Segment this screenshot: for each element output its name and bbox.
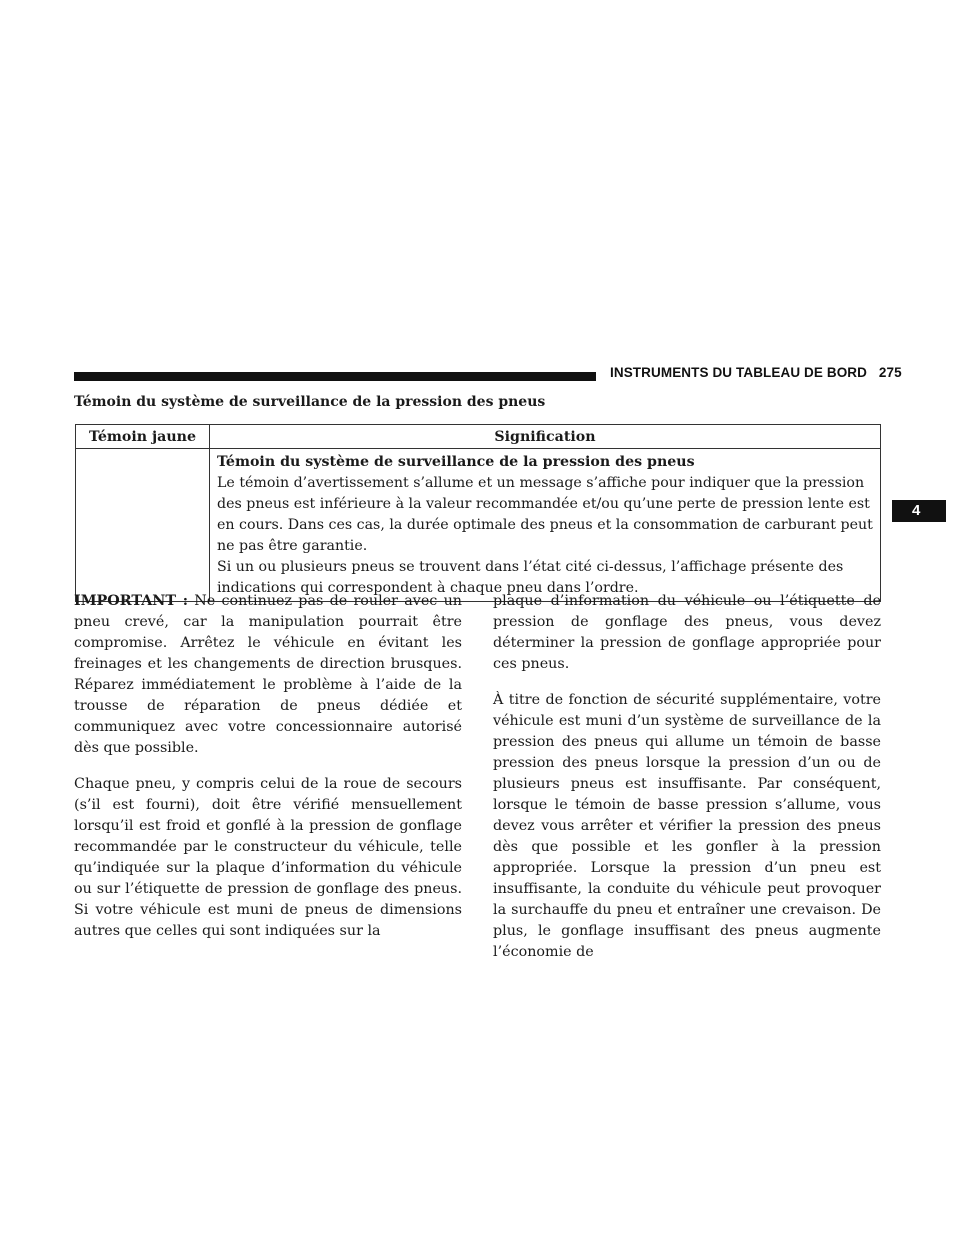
section-title: Témoin du système de surveillance de la pression des pneus	[74, 394, 546, 410]
body-paragraph: Chaque pneu, y compris celui de la roue de secours (s’il est fourni), doit être vérifié mensuellement lorsqu’il est froid et gonflé à la pression de gonflage recommandée par le constructeur du véhicule, telle qu’indiquée sur la plaque d’information du véhicule ou sur l’étiquette de pression de gonflage des pneus. Si votre véhicule est muni de pneus de dimensions autres que celles qui sont indiquées sur la	[74, 776, 462, 939]
text-column-left	[74, 591, 462, 957]
running-header-title: INSTRUMENTS DU TABLEAU DE BORD	[610, 365, 867, 380]
table-cell-paragraph: Si un ou plusieurs pneus se trouvent dans l’état cité ci-dessus, l’affichage présente des indications qui correspondent à chaque pneu dans l’ordre.	[217, 559, 844, 596]
page-number: 275	[878, 365, 902, 380]
signal-table-grid	[75, 424, 881, 602]
table-cell-title: Témoin du système de surveillance de la pression des pneus	[217, 454, 695, 470]
important-text: Ne continuez pas de rouler avec un pneu crevé, car la manipulation pourrait être compromise. Arrêtez le véhicule en évitant les freinages et les changements de direction brusques. Réparez immédiatement le problème à l’aide de la trousse de réparation de pneus dédiée et communiquez avec votre concessionnaire autorisé dès que possible.	[74, 593, 462, 756]
body-paragraph: À titre de fonction de sécurité supplémentaire, votre véhicule est muni d’un système de surveillance de la pression des pneus qui allume un témoin de basse pression des pneus lorsque la pression d’un ou de plusieurs pneus est insuffisante. Par conséquent, lorsque le témoin de basse pression s’allume, vous devez vous arrêter et vérifier la pression des pneus dès que possible et les gonfler à la pression appropriée. Lorsque la pression d’un pneu est insuffisante, la conduite du véhicule peut provoquer la surchauffe du pneu et entraîner une crevaison. De plus, le gonflage insuffisant des pneus augmente l’économie de	[493, 692, 881, 960]
table-header-temoin: Témoin jaune	[76, 425, 210, 449]
body-paragraph-continued: plaque d’information du véhicule ou l’étiquette de pression de gonflage des pneus, vous devez déterminer la pression de gonflage appropriée pour ces pneus.	[493, 593, 881, 672]
table-header-row	[76, 425, 881, 449]
text-column-right	[493, 591, 881, 978]
signal-table	[75, 424, 881, 602]
chapter-tab: 4	[892, 500, 946, 522]
important-label: IMPORTANT :	[74, 593, 188, 609]
table-cell-indicator	[76, 449, 210, 602]
table-cell-meaning	[210, 449, 881, 602]
header-rule	[74, 372, 596, 381]
table-header-signification: Signification	[210, 425, 881, 449]
running-header	[610, 365, 902, 380]
table-cell-paragraph: Le témoin d’avertissement s’allume et un message s’affiche pour indiquer que la pression des pneus est inférieure à la valeur recommandée et/ou qu’une perte de pression lente est en cours. Dans ces cas, la durée optimale des pneus et la consommation de carburant peut ne pas être garantie.	[217, 475, 873, 554]
important-paragraph	[74, 591, 462, 759]
table-row	[76, 449, 881, 602]
